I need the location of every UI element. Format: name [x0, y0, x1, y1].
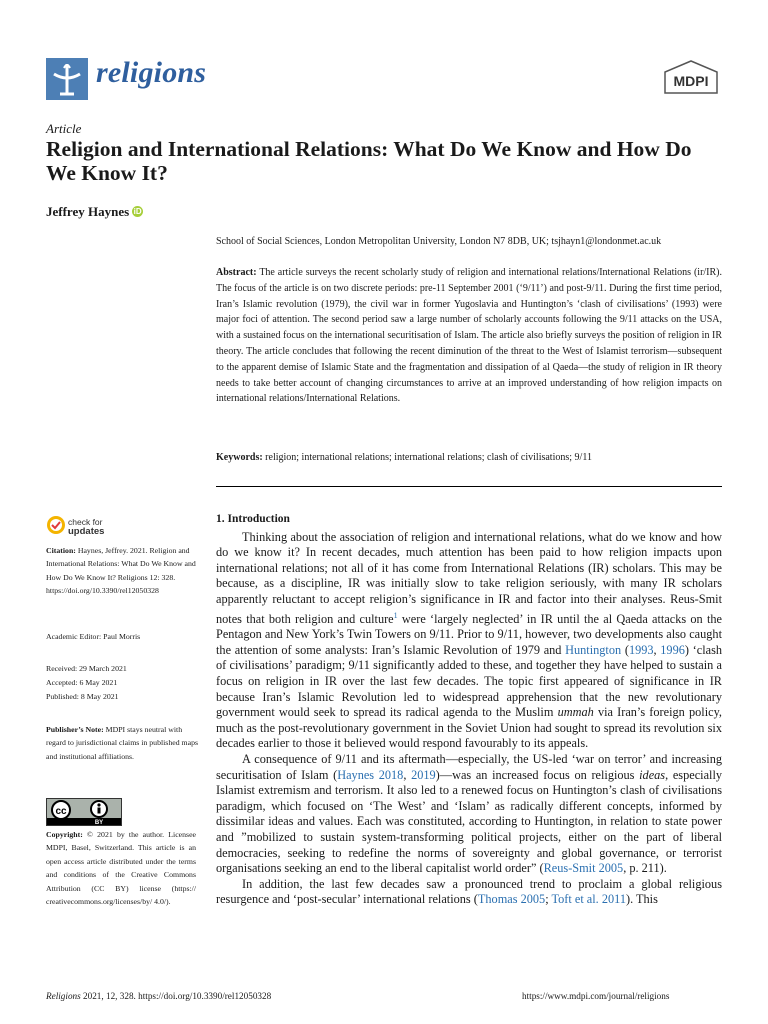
text-run: were ‘largely neglected’ in IR until the al Qaeda attacks on the Pentagon and New York’s Twin Towers on 9/11. Prior to 9/11, however, two developments also caught the attention of some analysts: Iran’s Islamic Revolution of 1979 and [216, 611, 722, 657]
svg-text:MDPI: MDPI [673, 73, 709, 89]
article-title: Religion and International Relations: What Do We Know and How Do We Know It? [46, 137, 692, 185]
citation-text: Haynes, Jeffrey. 2021. Religion and International Relations: What Do We Know and How Do We Know It? Religions 12: 328. https://doi.org/10.3390/rel12050328 [46, 546, 196, 596]
publisher-note [46, 723, 198, 763]
citation-link[interactable]: Toft et al. 2011 [551, 892, 626, 907]
affiliation: School of Social Sciences, London Metropolitan University, London N7 8DB, UK; tsjhayn1@londonmet.ac.uk [216, 236, 662, 247]
body-text [216, 512, 722, 908]
text-run: ). This [625, 892, 658, 907]
copyright-label: Copyright: [46, 830, 83, 839]
text-run: ( [621, 642, 629, 657]
journal-name: religions [96, 56, 207, 89]
keywords-label: Keywords: [216, 452, 263, 463]
citation-link[interactable]: 1996 [660, 642, 685, 657]
citation-link[interactable]: Haynes 2018 [337, 767, 404, 782]
footnote-link[interactable]: 1 [393, 610, 398, 620]
academic-editor: Academic Editor: Paul Morris [46, 632, 141, 641]
divider [216, 486, 722, 487]
citation-link[interactable]: Reus-Smit 2005 [543, 861, 624, 876]
citation-link[interactable]: Thomas 2005 [477, 892, 546, 907]
citation-block [46, 544, 198, 598]
text-run: , [653, 642, 661, 657]
text-run: ; [545, 892, 552, 907]
section-heading: 1. Introduction [216, 513, 290, 525]
abstract-label: Abstract: [216, 267, 257, 278]
text-run: )—was an increased focus on religious [435, 767, 640, 782]
abstract [216, 265, 722, 407]
by-text: BY [94, 820, 104, 825]
check-updates-text[interactable] [68, 518, 104, 536]
date-received: Received: 29 March 2021 [46, 664, 127, 673]
check-updates-line1: check for [68, 517, 103, 527]
cc-by-license-icon[interactable] [46, 798, 122, 826]
text-run: , especially Islamist extremism and terrorism. It also led to a renewed focus on Huntington’s clash of civilisations paradigm, which focused on ‘The West’ and ‘Islam’ as radically different concepts, informed by dissimilar ideas and values. Each was constituted, according to Huntington, in relation to state power and ”mobilized to sustain system-transforming political projects, either on the part of liberal democracies, seeking to redefine the norms of sovereignty and global governance, or terrorist organisations seeking an end to the liberal capitalist world order” ( [216, 767, 723, 876]
paragraph-2 [216, 752, 722, 877]
keywords [216, 452, 722, 463]
text-run: In addition, the last few decades saw a pronounced trend to proclaim a global religious resurgence and ‘post-secular’ international relations ( [216, 876, 722, 907]
copyright-text: © 2021 by the author. Licensee MDPI, Basel, Switzerland. This article is an open access article distributed under the terms and conditions of the Creative Commons Attribution (CC BY) license (https:// creativecommons.org/licenses/by/ 4.0/). [46, 830, 196, 907]
text-run: ) ‘clash of civilisations’ paradigm; 9/11 significantly added to these, and together they have helped to sustain a focus on religion in IR over the last few decades. The topic first appeared of significance in IR because Iran’s Islamic Revolution led to widespread apprehension that the new revolutionary government would seek to spread its radical agenda to the Muslim [216, 642, 723, 720]
text-run: ideas [639, 767, 666, 782]
paragraph-1 [216, 530, 722, 752]
text-run: Thinking about the association of religion and international relations, what do we know and how do we know it? In recent decades, much attention has been paid to how religion impacts upon international relations; not all of it has come from International Relations (IR) scholars. This may be because, as a discipline, IR was initially slow to take religion seriously, with many IR scholars apparently reluctant to accept religion’s significance in IR and factor into their analyses. Reus-Smit notes that both religion and culture [216, 529, 722, 626]
copyright-block [46, 828, 196, 908]
footer-journal: Religions [46, 991, 81, 1001]
text-run: , [403, 767, 412, 782]
date-published: Published: 8 May 2021 [46, 692, 119, 701]
footer-citation-text[interactable]: 2021, 12, 328. https://doi.org/10.3390/rel12050328 [80, 991, 272, 1001]
cc-text: cc [55, 806, 67, 817]
citation-label: Citation: [46, 546, 76, 555]
citation-link[interactable]: 1993 [628, 642, 654, 657]
author-name-text: Jeffrey Haynes [46, 204, 130, 219]
text-run: ummah [557, 705, 594, 720]
journal-logo-icon [46, 58, 88, 100]
publisher-note-text: MDPI stays neutral with regard to jurisdictional claims in published maps and institutional affiliations. [46, 725, 199, 761]
keywords-text: religion; international relations; international relations; clash of civilisations; 9/11 [265, 452, 592, 463]
orcid-icon[interactable]: iD [133, 207, 142, 216]
publisher-note-label: Publisher’s Note: [46, 725, 104, 734]
abstract-text: The article surveys the recent scholarly study of religion and international relations/International Relations (ir/IR). The focus of the article is on two discrete periods: pre-11 September 2001 (‘9/11’) and post-9/11. During the first time period, Iran’s Islamic revolution (1979), the civil war in former Yugoslavia and Huntington’s ‘clash of civilisations’ (1993) were major foci of attention. The second period saw a large number of scholarly accounts following the 9/11 attacks on the USA, with a sustained focus on the international securitisation of Islam. The article also briefly surveys the position of religion in IR theory. The article concludes that following the recent diminution of the threat to the West of Islamist terrorism—subsequent to the apparent demise of Islamic State and the fragmentation and dissipation of al Qaeda—the study of religion in IR theory needs to take better account of changing circumstances to arrive at an improved understanding of how religion impacts on international relations/International Relations. [216, 267, 723, 405]
check-updates-line2: updates [68, 526, 105, 537]
footer-citation [46, 991, 271, 1001]
author-name [46, 204, 143, 220]
mdpi-logo [664, 60, 718, 99]
citation-link[interactable]: 2019 [411, 767, 436, 782]
text-run: via Iran’s foreign policy, much as the post-revolutionary government in the Soviet Union had sought to spread its revolution six decades earlier to those it believed would respond favourably to its appeals. [216, 705, 722, 751]
article-type: Article [46, 121, 82, 136]
citation-link[interactable]: Huntington [565, 642, 622, 657]
check-updates-icon [46, 514, 66, 536]
text-run: A consequence of 9/11 and its aftermath—especially, the US-led ‘war on terror’ and increasing securitisation of Islam ( [216, 752, 722, 782]
check-for-updates-badge[interactable] [46, 514, 66, 541]
footer-journal-url[interactable]: https://www.mdpi.com/journal/religions [522, 991, 670, 1001]
paragraph-3 [216, 877, 722, 908]
date-accepted: Accepted: 6 May 2021 [46, 678, 118, 687]
text-run: , p. 211). [623, 861, 667, 876]
